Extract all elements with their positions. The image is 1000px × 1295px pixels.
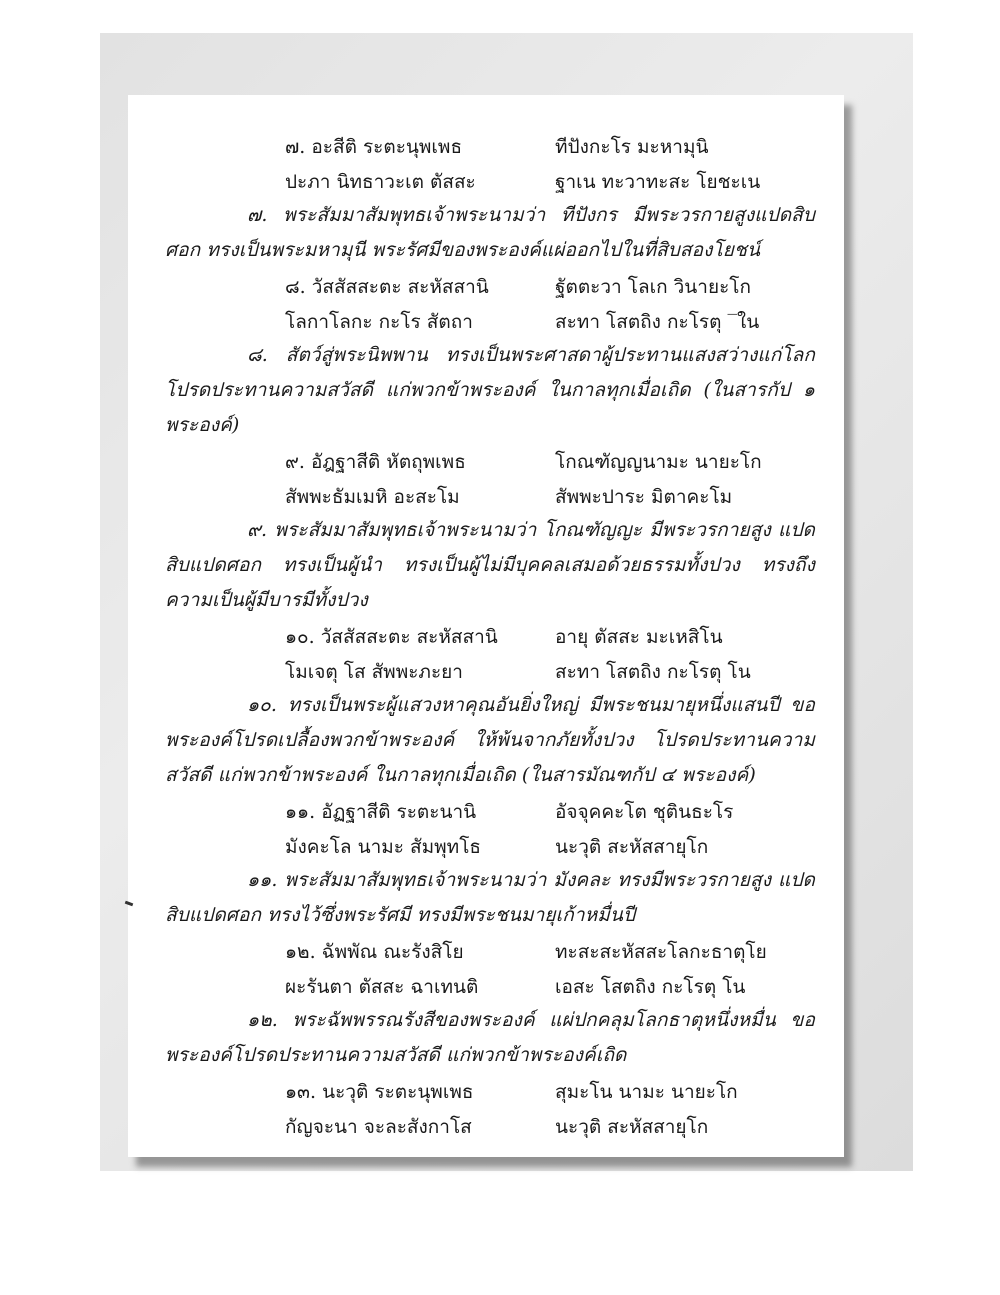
verse-left: ๑๓. นะวุติ ระตะนุพเพธ bbox=[285, 1081, 474, 1103]
verse-left: กัญจะนา จะละสังกาโส bbox=[285, 1116, 472, 1138]
verse-line bbox=[165, 443, 815, 478]
verse-line bbox=[165, 618, 815, 653]
verse-line bbox=[165, 303, 815, 338]
verse-right: ทะสะสะหัสสะโลกะธาตุโย bbox=[555, 941, 767, 963]
verse-left: ๑๑. อัฏฐาสีติ ระตะนานิ bbox=[285, 801, 477, 823]
verse-left: สัพพะธัมเมหิ อะสะโม bbox=[285, 486, 460, 508]
translation-paragraph: ๙. พระสัมมาสัมพุทธเจ้าพระนามว่า โกณฑัญญะ มีพระวรกายสูง แปดสิบแปดศอก ทรงเป็นผู้นำ ทรงเป็นผู้ไม่มีบุคคลเสมอด้วยธรรมทั้งปวง ทรงถึง ความเป็นผู้มีบารมีทั้งปวง bbox=[165, 519, 815, 611]
verse-left: ๑๒. ฉัพพัณ ณะรังสิโย bbox=[285, 941, 464, 963]
verse-right: เอสะ โสตถิง กะโรตุ โน bbox=[555, 976, 746, 998]
verse-right: ฐัตตะวา โลเก วินายะโก bbox=[555, 276, 752, 298]
verse-left: โมเจตุ โส สัพพะภะยา bbox=[285, 661, 463, 683]
verse-left: มังคะโล นามะ สัมพุทโธ bbox=[285, 836, 482, 858]
verse-line bbox=[165, 128, 815, 163]
verse-line bbox=[165, 828, 815, 863]
verse-left: ๑๐. วัสสัสสะตะ สะหัสสานิ bbox=[285, 626, 498, 648]
verse-line bbox=[165, 653, 815, 688]
translation-paragraph: ๑๑. พระสัมมาสัมพุทธเจ้าพระนามว่า มังคละ ทรงมีพระวรกายสูง แปดสิบแปดศอก ทรงไว้ซึ่งพระรัศมี ทรงมีพระชนมายุเก้าหมื่นปี bbox=[165, 869, 815, 926]
verse-left: ๙. อัฎฐาสีติ หัตถุพเพธ bbox=[285, 451, 466, 473]
verse-line bbox=[165, 268, 815, 303]
translation-paragraph: ๑๒. พระฉัพพรรณรังสีของพระองค์ แผ่ปกคลุมโลกธาตุหนึ่งหมื่น ขอ พระองค์โปรดประทานความสวัสดี แก่พวกข้าพระองค์เถิด bbox=[165, 1009, 815, 1066]
verse-right: สุมะโน นามะ นายะโก bbox=[555, 1081, 738, 1103]
verse-right: โกณฑัญญนามะ นายะโก bbox=[555, 451, 762, 473]
verse-left: ๘. วัสสัสสะตะ สะหัสสานิ bbox=[285, 276, 489, 298]
verse-line bbox=[165, 793, 815, 828]
verse-left: ผะรันตา ตัสสะ ฉาเทนติ bbox=[285, 976, 479, 998]
verse-left: ปะภา นิทธาวะเต ตัสสะ bbox=[285, 171, 476, 193]
verse-right: อัจจุคคะโต ชุตินธะโร bbox=[555, 801, 734, 823]
verse-line bbox=[165, 1073, 815, 1108]
verse-right: สัพพะปาระ มิตาคะโม bbox=[555, 486, 733, 508]
verse-right: นะวุติ สะหัสสายุโก bbox=[555, 836, 709, 858]
verse-line bbox=[165, 933, 815, 968]
translation-paragraph: ๗. พระสัมมาสัมพุทธเจ้าพระนามว่า ทีปังกร มีพระวรกายสูงแปดสิบศอก ทรงเป็นพระมหามุนี พระรัศมีของพระองค์แผ่ออกไปในที่สิบสองโยชน์ bbox=[165, 204, 815, 261]
verse-right: นะวุติ สะหัสสายุโก bbox=[555, 1116, 709, 1138]
verse-line bbox=[165, 1108, 815, 1143]
verse-right: สะทา โสตถิง กะโรตุ โน bbox=[555, 661, 751, 683]
verse-right: สะทา โสตถิง กะโรตุ ‾ใน bbox=[555, 311, 760, 333]
verse-line bbox=[165, 163, 815, 198]
verse-right: ทีปังกะโร มะหามุนิ bbox=[555, 136, 709, 158]
translation-paragraph: ๑๐. ทรงเป็นพระผู้แสวงหาคุณอันยิ่งใหญ่ มีพระชนมายุหนึ่งแสนปี ขอ พระองค์โปรดเปลื้องพวกข้าพระองค์ ให้พ้นจากภัยทั้งปวง โปรดประทานความ สวัสดี แก่พวกข้าพระองค์ ในกาลทุกเมื่อเถิด (ในสารมัณฑกัป ๔ พระองค์) bbox=[165, 694, 815, 786]
verse-line bbox=[165, 478, 815, 513]
verse-left: โลกาโลกะ กะโร สัตถา bbox=[285, 311, 473, 333]
verse-line bbox=[165, 968, 815, 1003]
page-text bbox=[165, 128, 815, 1143]
verse-right: อายุ ตัสสะ มะเหสิโน bbox=[555, 626, 723, 648]
verse-left: ๗. อะสีติ ระตะนุพเพธ bbox=[285, 136, 463, 158]
verse-right: ฐาเน ทะวาทะสะ โยชะเน bbox=[555, 171, 761, 193]
translation-paragraph: ๘. สัตว์สู่พระนิพพาน ทรงเป็นพระศาสดาผู้ประทานแสงสว่างแก่โลก โปรดประทานความสวัสดี แก่พวกข้าพระองค์ ในกาลทุกเมื่อเถิด (ในสารกัป ๑ พระองค์) bbox=[165, 344, 815, 436]
